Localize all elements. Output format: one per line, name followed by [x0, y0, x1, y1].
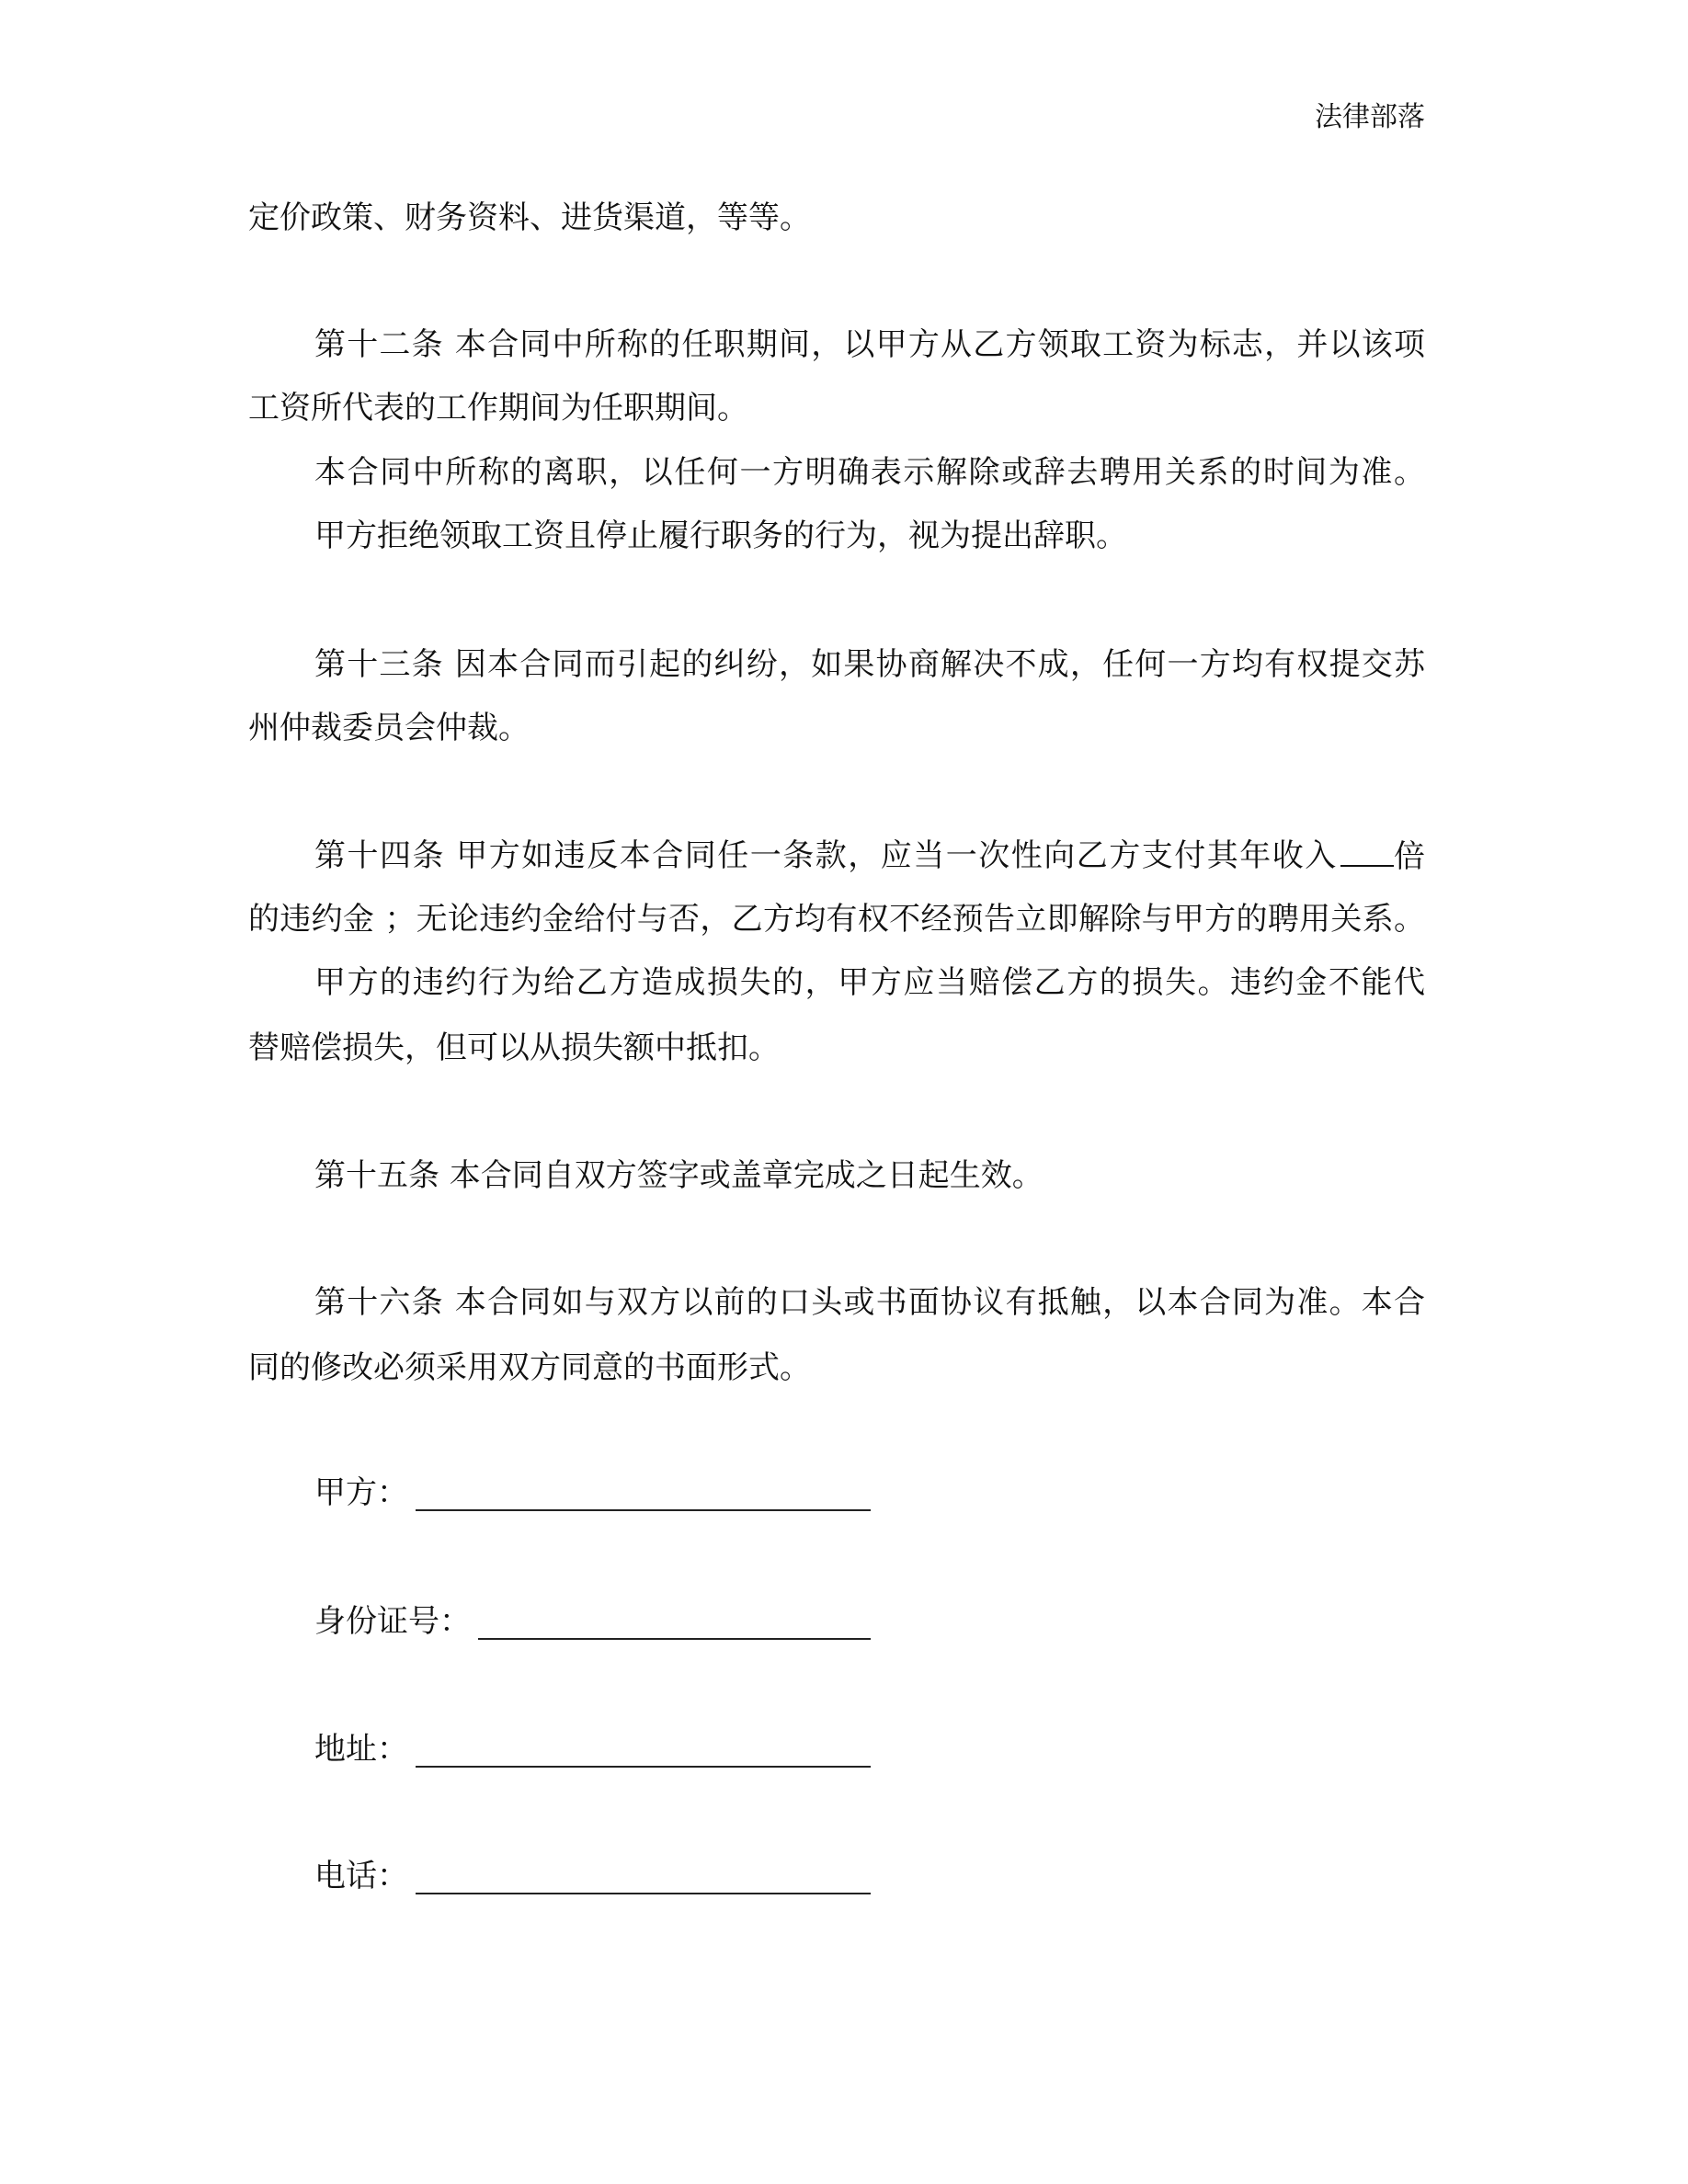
- article-14-line: 甲方的违约行为给乙方造成损失的，甲方应当赔偿乙方的损失。违约金不能代: [314, 964, 1425, 1001]
- paragraph-line: 定价政策、财务资料、进货渠道，等等。: [248, 199, 811, 236]
- article-13-line: 州仲裁委员会仲裁。: [248, 710, 530, 746]
- party-a-field[interactable]: [416, 1484, 871, 1511]
- article-12-line: 本合同中所称的离职，以任何一方明确表示解除或辞去聘用关系的时间为准。: [314, 454, 1425, 491]
- signature-party-a: [314, 1474, 871, 1511]
- party-a-label: 甲方：: [314, 1474, 408, 1511]
- multiplier-blank: [1340, 837, 1394, 867]
- article-13-line: 第十三条 因本合同而引起的纠纷，如果协商解决不成，任何一方均有权提交苏: [314, 646, 1425, 683]
- article-15-line: 第十五条 本合同自双方签字或盖章完成之日起生效。: [314, 1157, 1044, 1194]
- id-number-label: 身份证号：: [314, 1603, 471, 1640]
- article-14-text: 第十四条 甲方如违反本合同任一条款，应当一次性向乙方支付其年收入: [314, 837, 1338, 874]
- article-12-line: 甲方拒绝领取工资且停止履行职务的行为，视为提出辞职。: [314, 518, 1127, 554]
- article-14-line: 替赔偿损失，但可以从损失额中抵扣。: [248, 1029, 780, 1066]
- header-brand: 法律部落: [1315, 101, 1425, 133]
- phone-field[interactable]: [416, 1867, 871, 1894]
- address-label: 地址：: [314, 1731, 408, 1768]
- article-12-line: 第十二条 本合同中所称的任职期间，以甲方从乙方领取工资为标志，并以该项: [314, 326, 1425, 363]
- signature-address: [314, 1731, 871, 1768]
- signature-phone: [314, 1858, 871, 1894]
- id-number-field[interactable]: [478, 1612, 871, 1640]
- article-12-line: 工资所代表的工作期间为任职期间。: [248, 390, 748, 427]
- multiplier-field: [1340, 837, 1425, 875]
- article-16-line: 第十六条 本合同如与双方以前的口头或书面协议有抵触，以本合同为准。本合: [314, 1284, 1425, 1321]
- multiplier-unit: 倍: [1394, 838, 1425, 875]
- signature-id-number: [314, 1603, 871, 1640]
- article-14-line: [314, 837, 1425, 875]
- address-field[interactable]: [416, 1740, 871, 1768]
- phone-label: 电话：: [314, 1858, 408, 1894]
- article-16-line: 同的修改必须采用双方同意的书面形式。: [248, 1349, 811, 1386]
- article-14-line: 的违约金 ；无论违约金给付与否，乙方均有权不经预告立即解除与甲方的聘用关系。: [248, 901, 1425, 938]
